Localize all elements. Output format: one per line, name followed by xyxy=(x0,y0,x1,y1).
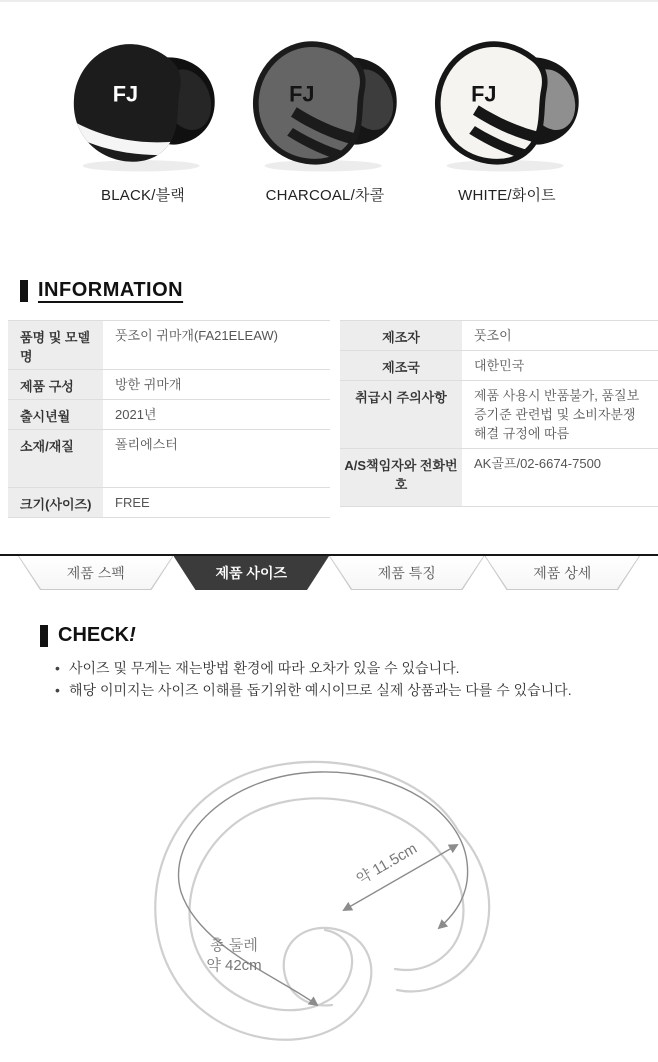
spec-value: FREE xyxy=(103,488,330,518)
product-charcoal xyxy=(240,28,410,205)
table-row xyxy=(8,321,330,370)
table-row xyxy=(8,370,330,400)
spec-label: 출시년월 xyxy=(8,400,103,430)
earmuff-band-sketch xyxy=(129,732,529,1062)
spec-value: 대한민국 xyxy=(462,351,658,381)
spec-label: 품명 및 모델명 xyxy=(8,321,103,370)
product-colorways xyxy=(0,2,658,205)
band-inner-line xyxy=(189,798,441,1010)
spec-label: 소재/재질 xyxy=(8,430,103,488)
check-title-text: CHECK xyxy=(58,624,130,646)
spec-value: 풋조이 귀마개(FA21ELEAW) xyxy=(103,321,330,370)
spec-label: 제조자 xyxy=(340,321,462,351)
size-diagram xyxy=(129,732,529,1062)
spec-table-left xyxy=(8,320,330,518)
spec-table-right xyxy=(340,320,658,507)
opening-width-label: 약 11.5cm xyxy=(353,839,420,888)
product-tab-bar xyxy=(0,554,658,590)
fj-logo: FJ xyxy=(112,81,139,107)
spec-tables xyxy=(8,320,658,518)
spec-value: 폴리에스터 xyxy=(103,430,330,488)
color-label-charcoal: CHARCOAL/차콜 xyxy=(265,187,385,204)
check-notes xyxy=(55,657,658,702)
table-row xyxy=(8,488,330,518)
tab-product-spec[interactable] xyxy=(18,556,174,590)
table-row xyxy=(8,430,330,488)
color-label-black: BLACK/블랙 xyxy=(101,187,185,204)
check-title xyxy=(58,624,136,647)
product-black xyxy=(58,28,228,205)
earmuff-black-image xyxy=(58,28,228,178)
earmuff-charcoal-image xyxy=(240,28,410,178)
spec-value: 방한 귀마개 xyxy=(103,370,330,400)
information-title: INFORMATION xyxy=(38,279,184,301)
circumference-label-line1: 총 둘레 xyxy=(210,936,258,954)
table-row xyxy=(8,400,330,430)
tab-label: 제품 사이즈 xyxy=(215,565,287,581)
heading-bar-icon xyxy=(40,625,48,647)
spec-value: 풋조이 xyxy=(462,321,658,351)
check-title-excl: ! xyxy=(129,624,136,646)
spec-label: 제품 구성 xyxy=(8,370,103,400)
fj-logo: FJ xyxy=(289,81,315,107)
table-row xyxy=(340,381,658,449)
tab-product-size[interactable] xyxy=(174,556,330,590)
spec-label: A/S책임자와 전화번호 xyxy=(340,448,462,506)
spec-label: 크기(사이즈) xyxy=(8,488,103,518)
list-item: • 해당 이미지는 사이즈 이해를 돕기위한 예시이므로 실제 상품과는 다를 수 있습니다. xyxy=(55,679,658,701)
heading-bar-icon xyxy=(20,280,28,302)
product-white xyxy=(422,28,592,205)
list-item: • 사이즈 및 무게는 재는방법 환경에 따라 오차가 있을 수 있습니다. xyxy=(55,657,658,679)
information-heading xyxy=(20,279,658,302)
fj-logo: FJ xyxy=(471,81,497,107)
spec-value: 2021년 xyxy=(103,400,330,430)
table-row xyxy=(340,448,658,506)
tab-label: 제품 상세 xyxy=(533,565,592,581)
spec-value: 제품 사용시 반품불가, 품질보증기준 관련법 및 소비자분쟁해결 규정에 따름 xyxy=(462,381,658,449)
tab-label: 제품 특징 xyxy=(377,565,436,581)
spec-label: 제조국 xyxy=(340,351,462,381)
tab-product-detail[interactable] xyxy=(485,556,641,590)
check-heading xyxy=(40,624,658,647)
tab-label: 제품 스펙 xyxy=(66,565,125,581)
table-row xyxy=(340,351,658,381)
color-label-white: WHITE/화이트 xyxy=(458,187,556,204)
spec-value: AK골프/02-6674-7500 xyxy=(462,448,658,506)
spec-label: 취급시 주의사항 xyxy=(340,381,462,449)
circumference-label-line2: 약 42cm xyxy=(206,956,262,974)
table-row xyxy=(340,321,658,351)
tab-product-features[interactable] xyxy=(329,556,485,590)
earmuff-white-image xyxy=(422,28,592,178)
